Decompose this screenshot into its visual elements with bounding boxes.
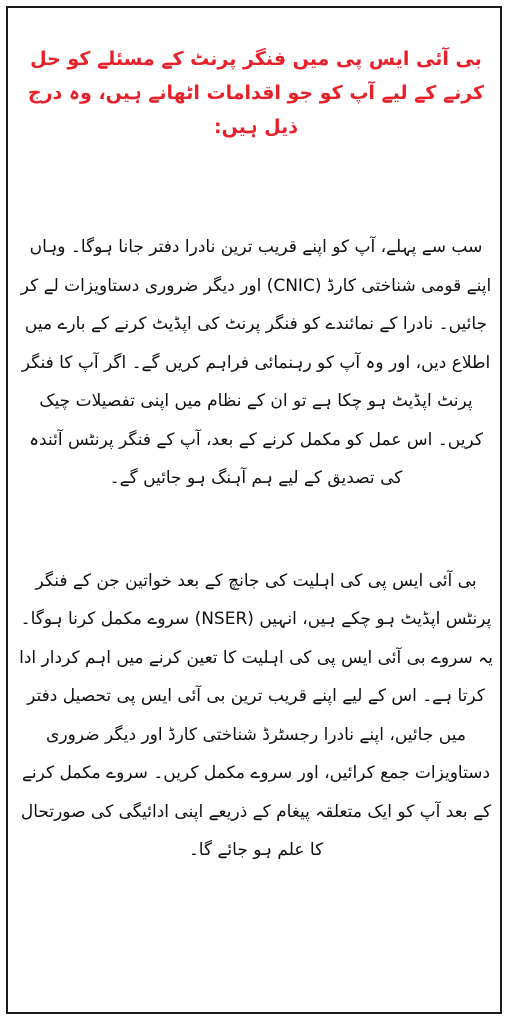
paragraph-nser-survey: بی آئی ایس پی کی اہلیت کی جانچ کے بعد خواتین جن کے فنگر پرنٹس اپڈیٹ ہو چکے ہیں، انہیں (NSER) سروے مکمل کرنا ہوگا۔ یہ سروے بی آئی ایس پی کی اہلیت کا تعین کرنے میں اہم کردار ادا کرتا ہے۔ اس کے لیے اپنے قریب ترین بی آئی ایس پی تحصیل دفتر میں جائیں، اپنے نادرا رجسٹرڈ شناختی کارڈ اور دیگر ضروری دستاویزات جمع کرائیں، اور سروے مکمل کریں۔ سروے مکمل کرنے کے بعد آپ کو ایک متعلقہ پیغام کے ذریعے اپنی ادائیگی کی صورتحال کا علم ہو جائے گا۔ — [19, 570, 493, 860]
paragraph-fingerprint-update: سب سے پہلے، آپ کو اپنے قریب ترین نادرا دفتر جانا ہوگا۔ وہاں اپنے قومی شناختی کارڈ (CNIC) اور دیگر ضروری دستاویزات لے کر جائیں۔ نادرا کے نمائندے کو فنگر پرنٹ کی اپڈیٹ کرنے کے بارے میں اطلاع دیں، اور وہ آپ کو رہنمائی فراہم کریں گے۔ اگر آپ کا فنگر پرنٹ اپڈیٹ ہو چکا ہے تو ان کے نظام میں اپنی تفصیلات چیک کریں۔ اس عمل کو مکمل کرنے کے بعد، آپ کے فنگر پرنٹس آئندہ کی تصدیق کے لیے ہم آہنگ ہو جائیں گے۔ — [20, 237, 492, 488]
article-heading: بی آئی ایس پی میں فنگر پرنٹ کے مسئلے کو حل کرنے کے لیے آپ کو جو اقدامات اٹھانے ہیں، وہ درج ذیل ہیں: — [27, 48, 485, 138]
article — [18, 18, 494, 1006]
